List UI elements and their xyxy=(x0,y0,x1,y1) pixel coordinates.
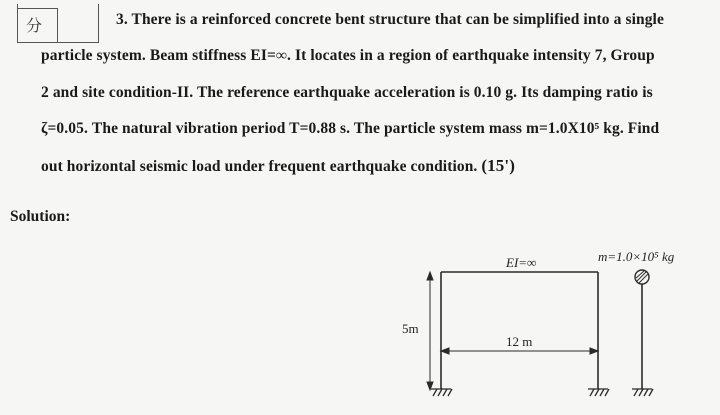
mass-point-icon xyxy=(635,270,649,284)
fixed-supports xyxy=(431,389,653,396)
height-label: 5m xyxy=(402,321,419,336)
problem-line-5-text: out horizontal seismic load under frequent earthquake condition. xyxy=(41,158,478,175)
solution-label: Solution: xyxy=(10,208,71,225)
problem-line-2: particle system. Beam stiffness EI=∞. It locates in a region of earthquake intensity 7, Group xyxy=(41,47,655,64)
problem-points: (15') xyxy=(481,156,515,175)
problem-line-4: ζ=0.05. The natural vibration period T=0.88 s. The particle system mass m=1.0X10⁵ kg. Find xyxy=(41,120,660,137)
span-label: 12 m xyxy=(506,334,533,349)
score-label: 分 xyxy=(26,16,43,35)
problem-line-3: 2 and site condition-II. The reference earthquake acceleration is 0.10 g. Its damping ratio is xyxy=(41,84,653,101)
frame-members xyxy=(441,272,642,389)
beam-stiffness-label: EI=∞ xyxy=(506,255,537,270)
height-dimension xyxy=(427,272,433,390)
problem-line-1: 3. There is a reinforced concrete bent structure that can be simplified into a single xyxy=(116,11,664,28)
mass-label: m=1.0×10⁵ kg xyxy=(598,249,675,264)
